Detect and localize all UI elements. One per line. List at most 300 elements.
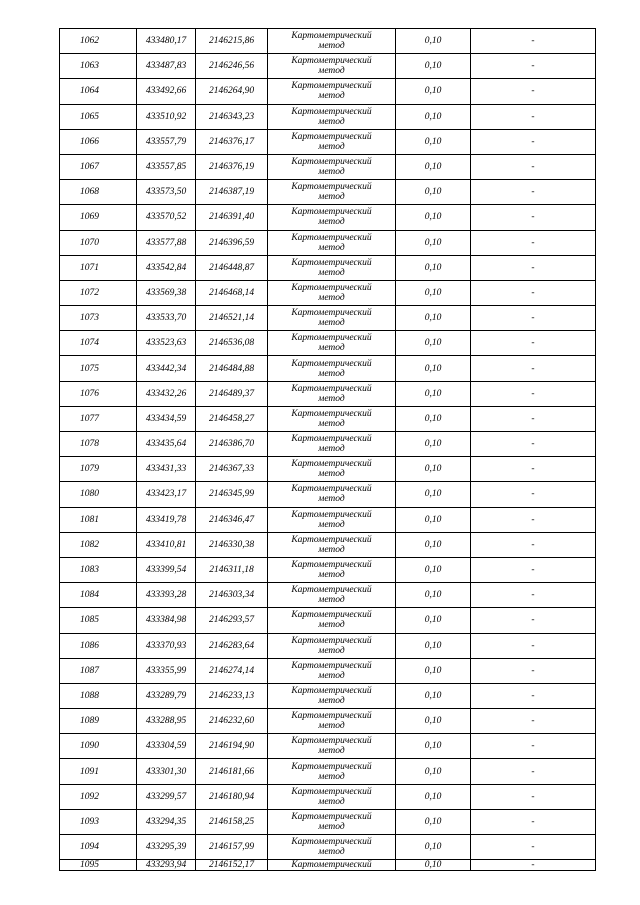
coordinate-x-cell: 433577,88 [137, 230, 196, 255]
method-line-2: метод [318, 494, 345, 505]
accuracy-cell: 0,10 [396, 557, 471, 582]
table-row [60, 835, 596, 860]
point-number-cell: 1063 [60, 54, 137, 79]
method-cell [268, 356, 396, 381]
method-line-1: Картометрический [291, 786, 372, 797]
method-cell [268, 683, 396, 708]
coordinate-x-cell: 433432,26 [137, 381, 196, 406]
point-number-cell: 1078 [60, 432, 137, 457]
point-number-cell: 1080 [60, 482, 137, 507]
coordinate-y-cell: 2146343,23 [196, 104, 268, 129]
table-row [60, 809, 596, 834]
method-cell [268, 79, 396, 104]
description-cell: - [471, 356, 596, 381]
table-row [60, 406, 596, 431]
description-cell: - [471, 255, 596, 280]
coordinate-x-cell: 433299,57 [137, 784, 196, 809]
table-row [60, 507, 596, 532]
method-line-2: метод [318, 821, 345, 832]
accuracy-cell: 0,10 [396, 406, 471, 431]
description-cell: - [471, 406, 596, 431]
method-cell [268, 482, 396, 507]
table-row [60, 432, 596, 457]
coordinate-y-cell: 2146293,57 [196, 608, 268, 633]
coordinate-x-cell: 433492,66 [137, 79, 196, 104]
point-number-cell: 1081 [60, 507, 137, 532]
method-line-2: метод [318, 796, 345, 807]
coordinate-y-cell: 2146458,27 [196, 406, 268, 431]
coordinate-y-cell: 2146391,40 [196, 205, 268, 230]
accuracy-cell: 0,10 [396, 457, 471, 482]
point-number-cell: 1084 [60, 583, 137, 608]
method-line-1: Картометрический [291, 811, 372, 822]
method-line-1: Картометрический [291, 257, 372, 268]
method-line-1: Картометрический [291, 358, 372, 369]
accuracy-cell: 0,10 [396, 734, 471, 759]
method-cell [268, 54, 396, 79]
method-line-2: метод [318, 595, 345, 606]
coordinate-x-cell: 433393,28 [137, 583, 196, 608]
point-number-cell: 1082 [60, 532, 137, 557]
description-cell: - [471, 104, 596, 129]
method-line-1: Картометрический [291, 333, 372, 344]
table-row [60, 280, 596, 305]
point-number-cell: 1064 [60, 79, 137, 104]
coordinate-x-cell: 433480,17 [137, 29, 196, 54]
coordinate-x-cell: 433542,84 [137, 255, 196, 280]
table-row [60, 205, 596, 230]
coordinate-x-cell: 433289,79 [137, 683, 196, 708]
coordinate-y-cell: 2146367,33 [196, 457, 268, 482]
method-line-1: Картометрический [291, 484, 372, 495]
method-line-1: Картометрический [291, 282, 372, 293]
method-cell [268, 29, 396, 54]
accuracy-cell: 0,10 [396, 331, 471, 356]
method-cell [268, 280, 396, 305]
coordinate-y-cell: 2146180,94 [196, 784, 268, 809]
point-number-cell: 1088 [60, 683, 137, 708]
coordinate-y-cell: 2146232,60 [196, 709, 268, 734]
method-line-1: Картометрический [291, 711, 372, 722]
coordinate-y-cell: 2146233,13 [196, 683, 268, 708]
coordinate-y-cell: 2146448,87 [196, 255, 268, 280]
description-cell: - [471, 759, 596, 784]
point-number-cell: 1090 [60, 734, 137, 759]
coordinate-x-cell: 433533,70 [137, 306, 196, 331]
method-cell [268, 104, 396, 129]
accuracy-cell: 0,10 [396, 104, 471, 129]
method-line-1: Картометрический [291, 207, 372, 218]
method-line-1: Картометрический [291, 182, 372, 193]
method-line-1: Картометрический [291, 685, 372, 696]
method-line-2: метод [318, 141, 345, 152]
description-cell: - [471, 205, 596, 230]
description-cell: - [471, 835, 596, 860]
description-cell: - [471, 583, 596, 608]
method-line-1: Картометрический [291, 308, 372, 319]
table-body [60, 29, 596, 871]
method-cell [268, 608, 396, 633]
method-line-1: Картометрический [291, 509, 372, 520]
accuracy-cell: 0,10 [396, 658, 471, 683]
coordinate-y-cell: 2146158,25 [196, 809, 268, 834]
description-cell: - [471, 860, 596, 871]
coordinate-x-cell: 433294,35 [137, 809, 196, 834]
method-line-2: метод [318, 771, 345, 782]
coordinate-y-cell: 2146264,90 [196, 79, 268, 104]
coordinate-x-cell: 433370,93 [137, 633, 196, 658]
accuracy-cell: 0,10 [396, 205, 471, 230]
description-cell: - [471, 457, 596, 482]
method-cell [268, 759, 396, 784]
accuracy-cell: 0,10 [396, 230, 471, 255]
method-line-1: Картометрический [291, 232, 372, 243]
method-cell [268, 180, 396, 205]
method-cell [268, 230, 396, 255]
method-cell [268, 734, 396, 759]
table-row [60, 230, 596, 255]
accuracy-cell: 0,10 [396, 381, 471, 406]
method-cell [268, 432, 396, 457]
accuracy-cell: 0,10 [396, 709, 471, 734]
description-cell: - [471, 180, 596, 205]
point-number-cell: 1087 [60, 658, 137, 683]
point-number-cell: 1065 [60, 104, 137, 129]
method-cell [268, 154, 396, 179]
coordinate-y-cell: 2146215,86 [196, 29, 268, 54]
table-row [60, 608, 596, 633]
accuracy-cell: 0,10 [396, 280, 471, 305]
description-cell: - [471, 532, 596, 557]
method-line-2: метод [318, 116, 345, 127]
coordinate-x-cell: 433399,54 [137, 557, 196, 582]
method-line-2: метод [318, 217, 345, 228]
method-line-2: метод [318, 66, 345, 77]
method-line-2: метод [318, 91, 345, 102]
point-number-cell: 1072 [60, 280, 137, 305]
coordinate-y-cell: 2146311,18 [196, 557, 268, 582]
point-number-cell: 1070 [60, 230, 137, 255]
coordinate-x-cell: 433355,99 [137, 658, 196, 683]
description-cell: - [471, 230, 596, 255]
point-number-cell: 1086 [60, 633, 137, 658]
method-line-1: Картометрический [291, 736, 372, 747]
coordinate-x-cell: 433569,38 [137, 280, 196, 305]
description-cell: - [471, 683, 596, 708]
method-line-2: метод [318, 444, 345, 455]
table-row [60, 29, 596, 54]
table-row [60, 104, 596, 129]
method-cell [268, 507, 396, 532]
method-cell [268, 557, 396, 582]
accuracy-cell: 0,10 [396, 532, 471, 557]
coordinate-y-cell: 2146274,14 [196, 658, 268, 683]
table-row [60, 709, 596, 734]
coordinate-y-cell: 2146345,99 [196, 482, 268, 507]
method-line-2: метод [318, 570, 345, 581]
description-cell: - [471, 482, 596, 507]
description-cell: - [471, 658, 596, 683]
table-row [60, 331, 596, 356]
coordinate-y-cell: 2146484,88 [196, 356, 268, 381]
table-row [60, 129, 596, 154]
coordinate-y-cell: 2146521,14 [196, 306, 268, 331]
method-cell [268, 457, 396, 482]
description-cell: - [471, 608, 596, 633]
point-number-cell: 1068 [60, 180, 137, 205]
table-row [60, 583, 596, 608]
table-row [60, 255, 596, 280]
coordinate-y-cell: 2146152,17 [196, 860, 268, 871]
coordinate-x-cell: 433434,59 [137, 406, 196, 431]
method-cell [268, 784, 396, 809]
description-cell: - [471, 784, 596, 809]
accuracy-cell: 0,10 [396, 784, 471, 809]
method-cell [268, 658, 396, 683]
coordinate-x-cell: 433523,63 [137, 331, 196, 356]
method-line-2: метод [318, 318, 345, 329]
method-line-1: Картометрический [291, 31, 372, 42]
method-line-2: метод [318, 670, 345, 681]
table-row [60, 633, 596, 658]
point-number-cell: 1083 [60, 557, 137, 582]
method-cell [268, 583, 396, 608]
coordinate-y-cell: 2146376,19 [196, 154, 268, 179]
table-row [60, 683, 596, 708]
accuracy-cell: 0,10 [396, 809, 471, 834]
point-number-cell: 1074 [60, 331, 137, 356]
coordinate-x-cell: 433557,85 [137, 154, 196, 179]
coordinate-x-cell: 433410,81 [137, 532, 196, 557]
method-cell [268, 306, 396, 331]
method-cell [268, 809, 396, 834]
method-cell [268, 633, 396, 658]
method-line-2: метод [318, 292, 345, 303]
coordinate-x-cell: 433570,52 [137, 205, 196, 230]
table-row [60, 860, 596, 871]
table-row [60, 457, 596, 482]
accuracy-cell: 0,10 [396, 683, 471, 708]
method-line-1: Картометрический [291, 383, 372, 394]
method-cell [268, 255, 396, 280]
method-line-1: Картометрический [291, 610, 372, 621]
description-cell: - [471, 709, 596, 734]
method-line-1: Картометрический [291, 860, 372, 871]
method-line-1: Картометрический [291, 56, 372, 67]
coordinate-y-cell: 2146396,59 [196, 230, 268, 255]
method-line-2: метод [318, 418, 345, 429]
method-line-2: метод [318, 242, 345, 253]
method-line-1: Картометрический [291, 534, 372, 545]
coordinate-y-cell: 2146246,56 [196, 54, 268, 79]
accuracy-cell: 0,10 [396, 633, 471, 658]
point-number-cell: 1095 [60, 860, 137, 871]
accuracy-cell: 0,10 [396, 54, 471, 79]
method-line-1: Картометрический [291, 761, 372, 772]
coordinate-x-cell: 433304,59 [137, 734, 196, 759]
method-line-2: метод [318, 343, 345, 354]
coordinate-x-cell: 433442,34 [137, 356, 196, 381]
coordinate-y-cell: 2146386,70 [196, 432, 268, 457]
table-row [60, 154, 596, 179]
coordinate-y-cell: 2146194,90 [196, 734, 268, 759]
coordinate-x-cell: 433293,94 [137, 860, 196, 871]
coordinate-y-cell: 2146181,66 [196, 759, 268, 784]
method-line-2: метод [318, 469, 345, 480]
method-line-1: Картометрический [291, 585, 372, 596]
coordinate-x-cell: 433573,50 [137, 180, 196, 205]
accuracy-cell: 0,10 [396, 29, 471, 54]
method-cell [268, 835, 396, 860]
accuracy-cell: 0,10 [396, 583, 471, 608]
accuracy-cell: 0,10 [396, 482, 471, 507]
coordinate-y-cell: 2146489,37 [196, 381, 268, 406]
point-number-cell: 1091 [60, 759, 137, 784]
coordinate-x-cell: 433301,30 [137, 759, 196, 784]
method-line-2: метод [318, 847, 345, 858]
accuracy-cell: 0,10 [396, 432, 471, 457]
method-line-2: метод [318, 192, 345, 203]
table-row [60, 784, 596, 809]
point-number-cell: 1066 [60, 129, 137, 154]
point-number-cell: 1093 [60, 809, 137, 834]
coordinate-x-cell: 433423,17 [137, 482, 196, 507]
coordinate-y-cell: 2146468,14 [196, 280, 268, 305]
coordinate-y-cell: 2146376,17 [196, 129, 268, 154]
description-cell: - [471, 507, 596, 532]
description-cell: - [471, 633, 596, 658]
method-line-1: Картометрический [291, 660, 372, 671]
table-row [60, 381, 596, 406]
method-line-1: Картометрический [291, 459, 372, 470]
coordinate-x-cell: 433557,79 [137, 129, 196, 154]
description-cell: - [471, 79, 596, 104]
point-number-cell: 1079 [60, 457, 137, 482]
description-cell: - [471, 306, 596, 331]
accuracy-cell: 0,10 [396, 608, 471, 633]
description-cell: - [471, 557, 596, 582]
method-line-1: Картометрический [291, 106, 372, 117]
table-row [60, 759, 596, 784]
method-line-2: метод [318, 695, 345, 706]
method-line-2: метод [318, 393, 345, 404]
accuracy-cell: 0,10 [396, 835, 471, 860]
coordinate-x-cell: 433487,83 [137, 54, 196, 79]
table-row [60, 306, 596, 331]
accuracy-cell: 0,10 [396, 860, 471, 871]
point-number-cell: 1092 [60, 784, 137, 809]
table-row [60, 180, 596, 205]
coordinate-y-cell: 2146536,08 [196, 331, 268, 356]
table-row [60, 79, 596, 104]
table-row [60, 557, 596, 582]
method-line-2: метод [318, 267, 345, 278]
table-row [60, 532, 596, 557]
accuracy-cell: 0,10 [396, 255, 471, 280]
method-line-2: метод [318, 167, 345, 178]
point-number-cell: 1094 [60, 835, 137, 860]
description-cell: - [471, 432, 596, 457]
accuracy-cell: 0,10 [396, 759, 471, 784]
description-cell: - [471, 809, 596, 834]
accuracy-cell: 0,10 [396, 306, 471, 331]
table-row [60, 482, 596, 507]
method-cell [268, 709, 396, 734]
description-cell: - [471, 29, 596, 54]
method-line-2: метод [318, 721, 345, 732]
method-cell [268, 331, 396, 356]
description-cell: - [471, 154, 596, 179]
point-number-cell: 1067 [60, 154, 137, 179]
method-line-2: метод [318, 368, 345, 379]
method-line-2: метод [318, 41, 345, 52]
method-line-2: метод [318, 645, 345, 656]
coordinate-y-cell: 2146157,99 [196, 835, 268, 860]
accuracy-cell: 0,10 [396, 79, 471, 104]
description-cell: - [471, 381, 596, 406]
coordinate-x-cell: 433295,39 [137, 835, 196, 860]
method-line-1: Картометрический [291, 157, 372, 168]
method-line-1: Картометрический [291, 635, 372, 646]
accuracy-cell: 0,10 [396, 356, 471, 381]
method-line-1: Картометрический [291, 131, 372, 142]
accuracy-cell: 0,10 [396, 180, 471, 205]
method-cell [268, 406, 396, 431]
description-cell: - [471, 734, 596, 759]
coordinate-x-cell: 433419,78 [137, 507, 196, 532]
coordinate-y-cell: 2146303,34 [196, 583, 268, 608]
point-number-cell: 1077 [60, 406, 137, 431]
point-number-cell: 1062 [60, 29, 137, 54]
table-row [60, 356, 596, 381]
point-number-cell: 1089 [60, 709, 137, 734]
point-number-cell: 1075 [60, 356, 137, 381]
coordinate-y-cell: 2146387,19 [196, 180, 268, 205]
accuracy-cell: 0,10 [396, 154, 471, 179]
description-cell: - [471, 331, 596, 356]
point-number-cell: 1076 [60, 381, 137, 406]
accuracy-cell: 0,10 [396, 129, 471, 154]
method-cell [268, 381, 396, 406]
method-cell [268, 129, 396, 154]
method-line-1: Картометрический [291, 408, 372, 419]
method-line-1: Картометрический [291, 837, 372, 848]
table-row [60, 54, 596, 79]
method-line-2: метод [318, 746, 345, 757]
method-cell [268, 532, 396, 557]
description-cell: - [471, 54, 596, 79]
table-row [60, 734, 596, 759]
description-cell: - [471, 280, 596, 305]
method-line-1: Картометрический [291, 81, 372, 92]
method-line-2: метод [318, 544, 345, 555]
coordinate-y-cell: 2146283,64 [196, 633, 268, 658]
method-cell [268, 205, 396, 230]
coordinate-y-cell: 2146330,38 [196, 532, 268, 557]
method-line-2: метод [318, 620, 345, 631]
coordinates-table [59, 28, 596, 871]
accuracy-cell: 0,10 [396, 507, 471, 532]
point-number-cell: 1085 [60, 608, 137, 633]
coordinate-x-cell: 433431,33 [137, 457, 196, 482]
coordinate-x-cell: 433435,64 [137, 432, 196, 457]
coordinate-y-cell: 2146346,47 [196, 507, 268, 532]
method-line-2: метод [318, 519, 345, 530]
table-row [60, 658, 596, 683]
method-cell [268, 860, 396, 871]
coordinate-x-cell: 433384,98 [137, 608, 196, 633]
description-cell: - [471, 129, 596, 154]
